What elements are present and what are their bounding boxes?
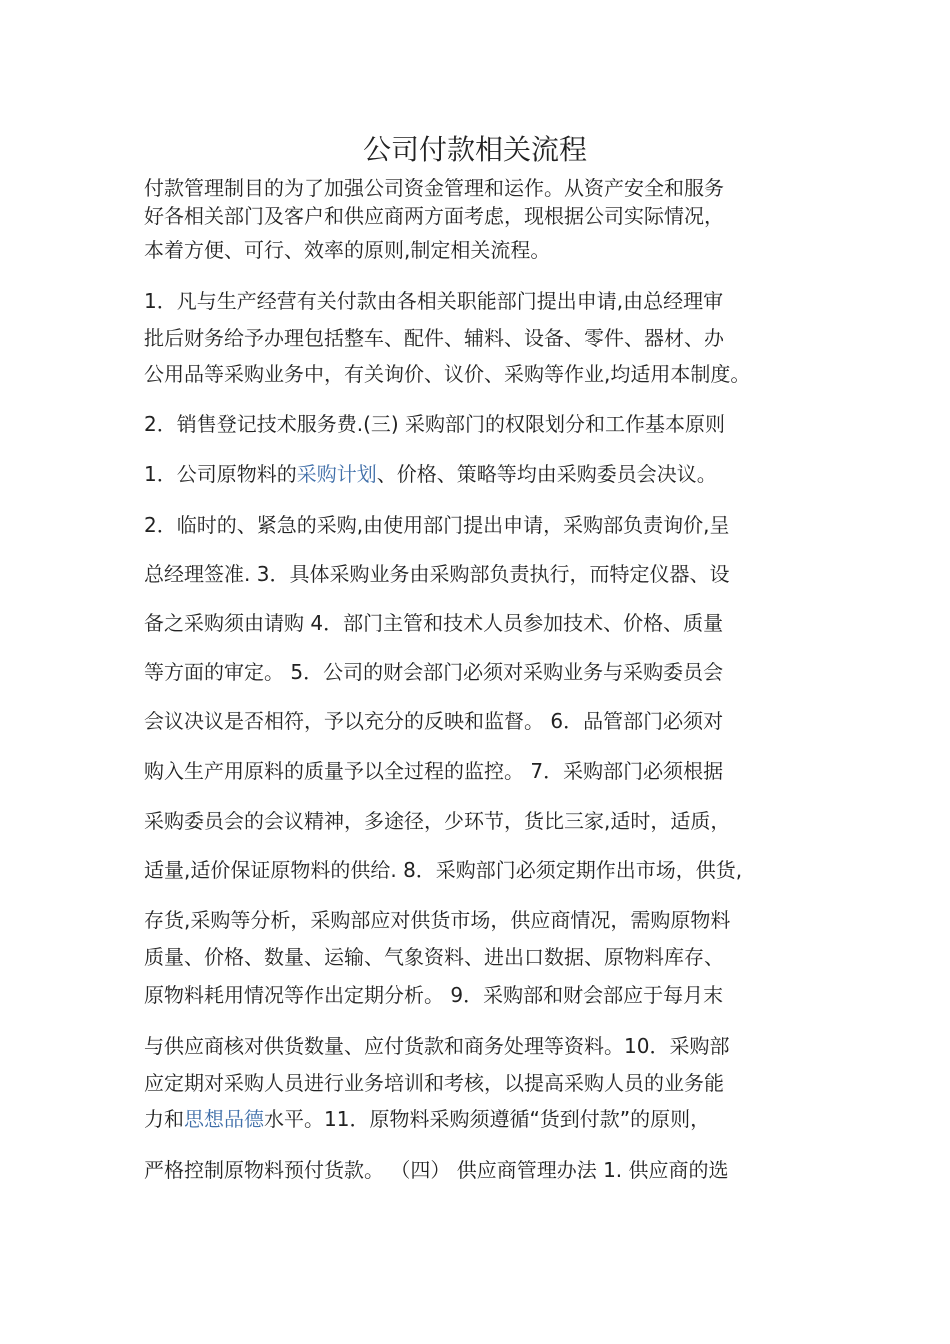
- paragraph-line: [144, 1106, 710, 1132]
- paragraph-line: 质量、价格、数量、运输、气象资料、进出口数据、原物料库存、: [144, 945, 724, 969]
- paragraph-line: 备之采购须由请购 4．部门主管和技术人员参加技术、价格、质量: [144, 611, 724, 635]
- paragraph-line: 应定期对采购人员进行业务培训和考核，以提高采购人员的业务能: [144, 1071, 724, 1095]
- paragraph-line: 总经理签准. 3．具体采购业务由采购部负责执行，而特定仪器、设: [144, 562, 730, 586]
- paragraph-line: 批后财务给予办理包括整车、配件、辅料、设备、零件、器材、办: [144, 326, 724, 350]
- paragraph-line: 等方面的审定。 5．公司的财会部门必须对采购业务与采购委员会: [144, 660, 724, 684]
- paragraph-line: 原物料耗用情况等作出定期分析。 9．采购部和财会部应于每月末: [144, 983, 724, 1007]
- paragraph-line: 1．凡与生产经营有关付款由各相关职能部门提出申请,由总经理审: [144, 289, 724, 313]
- paragraph-line: 公用品等采购业务中，有关询价、议价、采购等作业,均适用本制度。: [144, 362, 751, 386]
- paragraph-line: 与供应商核对供货数量、应付货款和商务处理等资料。10．采购部: [144, 1034, 730, 1058]
- line-text: 力和: [144, 1107, 184, 1131]
- paragraph-line: 存货,采购等分析，采购部应对供货市场，供应商情况，需购原物料: [144, 908, 731, 932]
- line-text: 1．公司原物料的: [144, 462, 297, 486]
- document-title: 公司付款相关流程: [362, 133, 587, 166]
- ideology-morality-link[interactable]: 思想品德: [184, 1107, 264, 1131]
- paragraph-line: 采购委员会的会议精神，多途径，少环节，货比三家,适时，适质，: [144, 809, 731, 833]
- paragraph-line: 付款管理制目的为了加强公司资金管理和运作。从资产安全和服务: [144, 176, 724, 200]
- paragraph-line: 适量,适价保证原物料的供给. 8．采购部门必须定期作出市场，供货,: [144, 858, 743, 882]
- paragraph-line: 2．临时的、紧急的采购,由使用部门提出申请，采购部负责询价,呈: [144, 513, 730, 537]
- line-text: 水平。11．原物料采购须遵循“货到付款”的原则，: [264, 1107, 711, 1131]
- paragraph-line: 本着方便、可行、效率的原则,制定相关流程。: [144, 238, 551, 262]
- paragraph-line: 购入生产用原料的质量予以全过程的监控。 7．采购部门必须根据: [144, 759, 724, 783]
- purchase-plan-link[interactable]: 采购计划: [296, 462, 377, 486]
- paragraph-line: [144, 461, 717, 487]
- paragraph-line: 严格控制原物料预付货款。 （四） 供应商管理办法 1. 供应商的选: [144, 1158, 729, 1182]
- paragraph-line: 2．销售登记技术服务费.(三) 采购部门的权限划分和工作基本原则: [144, 412, 726, 436]
- paragraph-line: 好各相关部门及客户和供应商两方面考虑，现根据公司实际情况，: [144, 204, 724, 228]
- line-text: 、价格、策略等均由采购委员会决议。: [376, 462, 717, 486]
- paragraph-line: 会议决议是否相符，予以充分的反映和监督。 6．品管部门必须对: [144, 709, 724, 733]
